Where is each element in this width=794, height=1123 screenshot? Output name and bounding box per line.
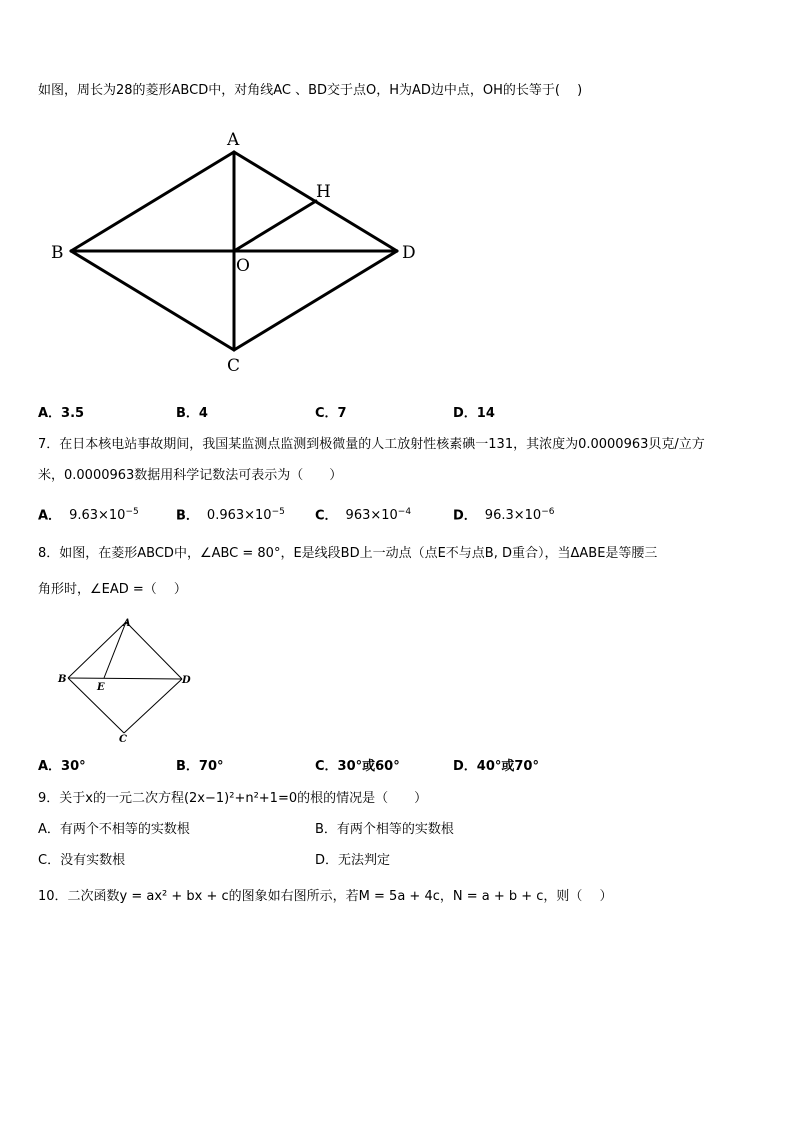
question-8-line2: 角形时，∠EAD =（ ） <box>38 582 187 597</box>
diagonal-BD-q8 <box>68 678 182 679</box>
q6-option-a: A．3.5 <box>38 406 85 421</box>
q9-option-c: C．没有实数根 <box>38 853 126 868</box>
label-D: D <box>402 243 416 263</box>
label-A: A <box>227 130 240 150</box>
q7-option-a: A． $9.63\times 10^{-5}$ <box>38 507 139 524</box>
q8-option-c: C．30°或60° <box>315 759 400 774</box>
side-CB-q8 <box>68 678 124 733</box>
q8-option-a: A．30° <box>38 759 86 774</box>
segment-AE <box>104 622 126 678</box>
question-7-line2: 米，0.0000963数据用科学记数法可表示为（ ） <box>38 468 343 483</box>
question-8-line1: 8．如图，在菱形ABCD中，∠ABC = 80°，E是线段BD上一动点（点E不与点B, D重合），当ΔABE是等腰三 <box>38 546 658 561</box>
segment-OH <box>234 201 316 251</box>
label-H: H <box>316 182 331 202</box>
side-DC <box>234 251 397 350</box>
question-7-line1: 7．在日本核电站事故期间，我国某监测点监测到极微量的人工放射性核素碘一131，其浓度为0.0000963贝克/立方 <box>38 437 705 452</box>
q8-label-B: B <box>58 674 67 685</box>
q6-option-b: B．4 <box>176 406 208 421</box>
side-AD <box>234 152 397 251</box>
q9-option-b: B．有两个相等的实数根 <box>315 822 454 837</box>
q9-option-d: D．无法判定 <box>315 853 391 868</box>
side-CB <box>71 251 234 350</box>
q8-label-A: A <box>123 618 131 629</box>
q8-option-d: D．40°或70° <box>453 759 539 774</box>
q8-label-E: E <box>97 682 105 693</box>
q9-option-a: A．有两个不相等的实数根 <box>38 822 190 837</box>
question-10-text: 10．二次函数y = ax² + bx + c的图象如右图所示，若M = 5a + 4c，N = a + b + c，则（ ） <box>38 889 613 904</box>
question-9-text: 9．关于x的一元二次方程(2x−1)²+n²+1=0的根的情况是（ ） <box>38 791 428 806</box>
q7-option-b: B． $0.963\times 10^{-5}$ <box>176 507 285 524</box>
q7-option-d: D． $96.3\times 10^{-6}$ <box>453 507 555 524</box>
q8-label-D: D <box>182 675 191 686</box>
q8-label-C: C <box>119 734 127 745</box>
side-DC-q8 <box>124 679 182 733</box>
side-BA <box>71 152 234 251</box>
side-BA-q8 <box>68 622 126 678</box>
q6-option-c: C．7 <box>315 406 347 421</box>
label-B: B <box>51 243 64 263</box>
q7-option-c: C． $963\times 10^{-4}$ <box>315 507 412 524</box>
label-O: O <box>236 256 250 276</box>
q6-option-d: D．14 <box>453 406 495 421</box>
side-AD-q8 <box>126 622 182 679</box>
question-6-text: 如图，周长为28的菱形ABCD中，对角线AC 、BD交于点O，H为AD边中点，OH的长等于( ) <box>38 83 583 98</box>
label-C: C <box>227 356 241 376</box>
q8-option-b: B．70° <box>176 759 224 774</box>
